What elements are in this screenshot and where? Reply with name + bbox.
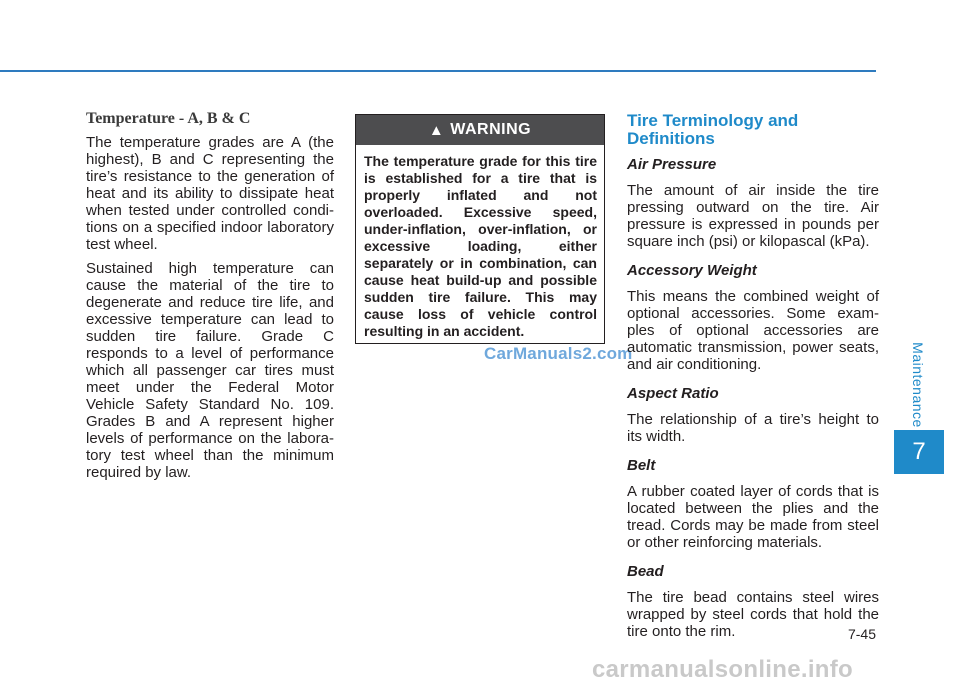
watermark-center: CarManuals2.com (484, 344, 633, 363)
chapter-label: Maintenance (910, 342, 927, 428)
page-number: 7-45 (847, 626, 876, 642)
paragraph-1: The temperature grades are A (the highest), B and C representing the tire’s resistance to the generation of heat and its ability to dissipate heat when tested under controlled condi- tions on a specified indoor laboratory test wheel. (86, 134, 334, 253)
right-column (627, 112, 879, 652)
header-rule (0, 70, 876, 72)
section-title: Tire Terminology and Definitions (627, 111, 799, 148)
warning-triangle-icon: ▲ (428, 121, 445, 139)
term-definition: A rubber coated layer of cords that is located between the plies and the tread. Cords may be made from steel or other reinforcing materials. (627, 483, 879, 551)
term-heading: Air Pressure (627, 156, 717, 173)
term-definition: The amount of air inside the tire pressing outward on the tire. Air pressure is expressed in pounds per square inch (psi) or kilopascal (kPa). (627, 182, 879, 250)
term-definition: The relationship of a tire’s height to its width. (627, 411, 879, 445)
term-heading: Accessory Weight (627, 262, 757, 279)
warning-text: The temperature grade for this tire is established for a tire that is properly inflated and not overloaded. Excessive speed, under-inflation, over-inflation, or excessive loading, either separately or in combination, can cause heat build-up and possible sudden tire failure. This may cause loss of vehicle control resulting in an accident. (364, 153, 597, 339)
chapter-side-label (902, 340, 934, 430)
temperature-heading: Temperature - A, B & C (86, 110, 251, 127)
term-definition: This means the combined weight of optional accessories. Some exam- ples of optional accessories are automatic transmission, power seats, and air conditioning. (627, 288, 879, 373)
warning-title: WARNING (450, 121, 532, 138)
term-heading: Aspect Ratio (627, 385, 719, 402)
term-heading: Bead (627, 563, 664, 580)
warning-box (355, 114, 605, 344)
warning-header (356, 115, 604, 145)
left-column (86, 110, 334, 488)
watermark-footer: carmanualsonline.info (592, 656, 854, 683)
term-heading: Belt (627, 457, 656, 474)
term-definition: The tire bead contains steel wires wrapped by steel cords that hold the tire onto the rim. (627, 589, 879, 640)
chapter-tab: 7 (894, 430, 944, 474)
paragraph-2: Sustained high temperature can cause the material of the tire to degenerate and reduce tire life, and excessive temperature can lead to sudden tire failure. Grade C responds to a level of performance which all passenger car tires must meet under the Federal Motor Vehicle Safety Standard No. 109. Grades B and A represent higher levels of performance on the labora- tory test wheel than the minimum required by law. (86, 260, 334, 481)
